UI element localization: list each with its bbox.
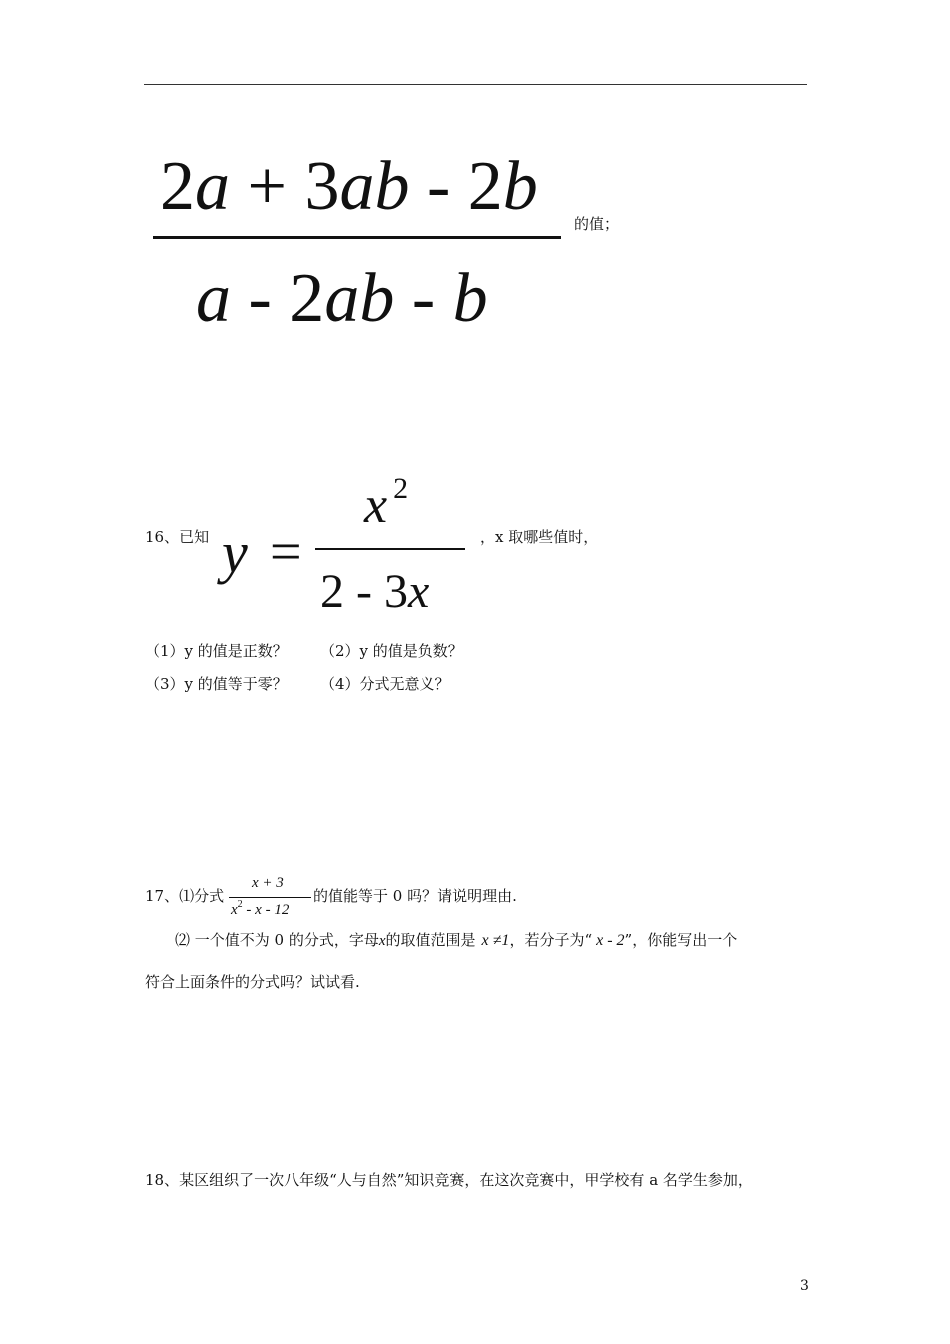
p17-line2-c: ，若分子为“ <box>509 931 593 949</box>
p16-question-2: （2）y 的值是负数？ <box>320 642 463 660</box>
p15-num-e: - 2 <box>409 148 503 225</box>
p15-den-d: - <box>394 260 453 337</box>
p17-frac-denominator <box>231 899 290 918</box>
header-rule <box>144 84 807 85</box>
p17-line-2 <box>175 933 737 949</box>
p17-line2-d: ”，你能写出一个 <box>624 931 738 949</box>
p17-line-3: 符合上面条件的分式吗？试试看. <box>145 973 360 991</box>
p16-suffix: ，x 取哪些值时， <box>480 528 599 546</box>
p15-fraction-bar <box>153 236 561 239</box>
p17-label: 17、⑴分式 <box>145 887 225 905</box>
p16-y-var: y <box>222 520 248 585</box>
p17-frac-den-x: x <box>231 902 238 918</box>
p17-frac-num: x + 3 <box>252 875 284 891</box>
p17-line2-expr: x - 2 <box>596 932 625 949</box>
p15-num-b: a <box>195 148 230 225</box>
p17-line2-var: x <box>378 933 386 949</box>
p17-line2-a: ⑵ 一个值不为 0 的分式，字母 <box>175 931 379 949</box>
p15-num-a: 2 <box>160 148 195 225</box>
p16-fraction-bar <box>315 548 465 550</box>
p17-frac-numerator <box>252 876 284 891</box>
p17-line2-cond: x ≠1 <box>481 932 510 949</box>
p15-den-c: ab <box>324 260 395 337</box>
p17-frac-den-rest: - x - 12 <box>242 902 290 918</box>
p15-suffix: 的值； <box>574 215 620 233</box>
p16-question-4: （4）分式无意义？ <box>320 675 450 693</box>
p17-after-fraction: 的值能等于 0 吗？请说明理由. <box>313 887 517 905</box>
p15-den-e: b <box>452 260 488 337</box>
p16-numerator <box>364 472 409 534</box>
p18-text: 18、某区组织了一次八年级“人与自然”知识竞赛，在这次竞赛中，甲学校有 a 名学生参加， <box>145 1171 753 1189</box>
p15-numerator <box>160 148 538 225</box>
page-number: 3 <box>800 1278 809 1294</box>
p17-line2-b: 的取值范围是 <box>385 931 476 949</box>
p15-num-c: + 3 <box>230 148 340 225</box>
p16-equals: = <box>270 521 302 583</box>
p15-den-b: - 2 <box>231 260 325 337</box>
p16-y <box>222 520 248 585</box>
p15-denominator <box>196 260 488 337</box>
p17-frac-den-exp: 2 <box>237 899 243 910</box>
p15-num-f: b <box>502 148 538 225</box>
p16-den-a: 2 - 3 <box>320 565 408 618</box>
p16-num-x: x <box>364 477 388 534</box>
p16-num-exp: 2 <box>393 472 409 505</box>
p16-question-1: （1）y 的值是正数？ <box>145 642 288 660</box>
p15-den-a: a <box>196 260 231 337</box>
p16-den-x: x <box>407 565 430 618</box>
p16-question-3: （3）y 的值等于零？ <box>145 675 288 693</box>
p15-num-d: ab <box>339 148 410 225</box>
p16-denominator <box>320 565 430 618</box>
p16-label: 16、已知 <box>145 528 210 546</box>
p17-fraction-bar <box>229 897 311 898</box>
